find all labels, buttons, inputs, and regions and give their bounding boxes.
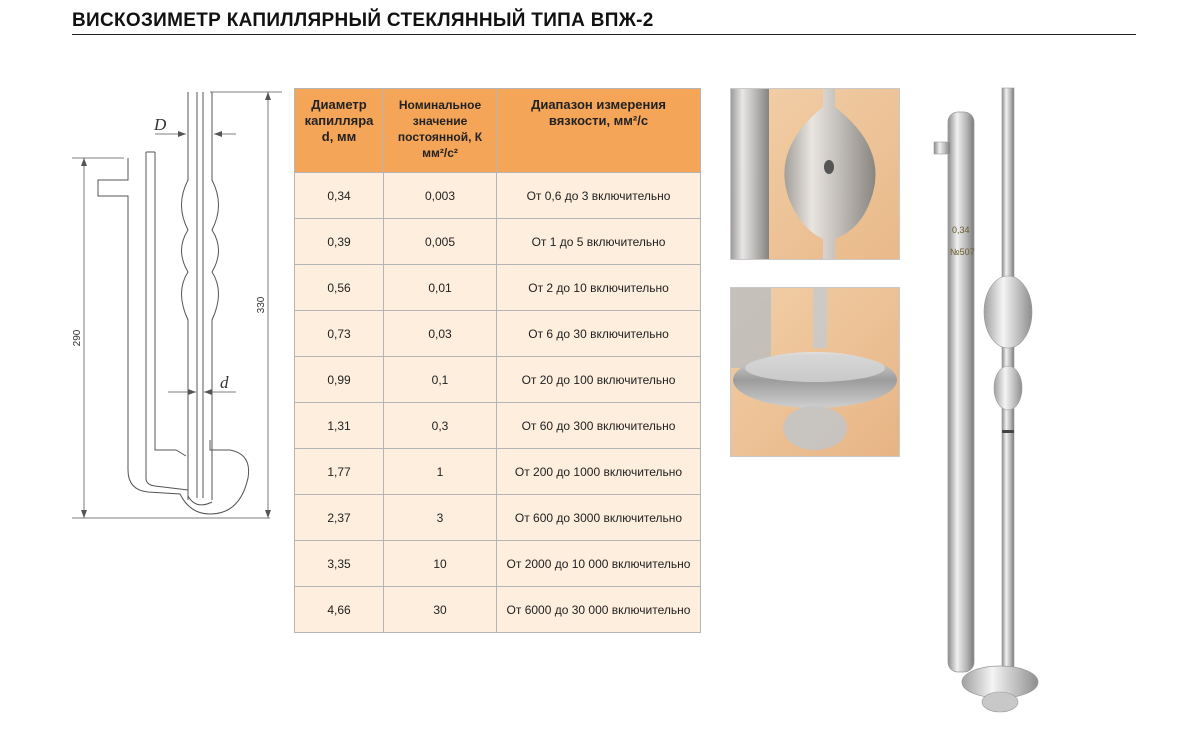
table-row xyxy=(295,587,701,633)
cell-range: От 200 до 1000 включительно xyxy=(497,449,701,495)
cell-diameter: 1,31 xyxy=(295,403,384,449)
table-header-row xyxy=(295,89,701,173)
table-row xyxy=(295,265,701,311)
cell-diameter: 0,99 xyxy=(295,357,384,403)
cell-diameter: 2,37 xyxy=(295,495,384,541)
cell-diameter: 0,39 xyxy=(295,219,384,265)
cell-range: От 1 до 5 включительно xyxy=(497,219,701,265)
cell-diameter: 3,35 xyxy=(295,541,384,587)
table-row xyxy=(295,219,701,265)
cell-range: От 600 до 3000 включительно xyxy=(497,495,701,541)
cell-range: От 20 до 100 включительно xyxy=(497,357,701,403)
cell-constant: 10 xyxy=(384,541,497,587)
table-row xyxy=(295,311,701,357)
table-row xyxy=(295,449,701,495)
cell-diameter: 1,77 xyxy=(295,449,384,495)
cell-constant: 3 xyxy=(384,495,497,541)
table-row xyxy=(295,495,701,541)
bulb-closeup-illustration xyxy=(731,89,899,259)
viscometer-photo xyxy=(920,86,1040,716)
cell-constant: 1 xyxy=(384,449,497,495)
cell-range: От 60 до 300 включительно xyxy=(497,403,701,449)
cell-constant: 0,003 xyxy=(384,173,497,219)
table-row xyxy=(295,173,701,219)
cell-constant: 0,01 xyxy=(384,265,497,311)
spec-table xyxy=(294,88,701,633)
cell-diameter: 4,66 xyxy=(295,587,384,633)
cell-constant: 0,005 xyxy=(384,219,497,265)
page-title: ВИСКОЗИМЕТР КАПИЛЛЯРНЫЙ СТЕКЛЯННЫЙ ТИПА ВПЖ-2 xyxy=(72,10,654,31)
viscometer-drawing xyxy=(60,80,290,530)
cell-range: От 2000 до 10 000 включительно xyxy=(497,541,701,587)
cell-constant: 30 xyxy=(384,587,497,633)
label-D: D xyxy=(154,115,167,134)
header-constant: Номинальное значение постоянной, К мм²/с² xyxy=(384,89,497,173)
cell-range: От 6 до 30 включительно xyxy=(497,311,701,357)
dimension-330: 330 xyxy=(256,296,267,314)
cell-range: От 6000 до 30 000 включительно xyxy=(497,587,701,633)
cell-range: От 2 до 10 включительно xyxy=(497,265,701,311)
cell-constant: 0,1 xyxy=(384,357,497,403)
header-diameter: Диаметр капилляра d, мм xyxy=(295,89,384,173)
cell-diameter: 0,73 xyxy=(295,311,384,357)
table-row xyxy=(295,541,701,587)
header-range: Диапазон измерения вязкости, мм²/с xyxy=(497,89,701,173)
cell-constant: 0,3 xyxy=(384,403,497,449)
table-row xyxy=(295,357,701,403)
cell-range: От 0,6 до 3 включительно xyxy=(497,173,701,219)
tube-marking-capillary: 0,34 xyxy=(952,225,970,235)
cell-constant: 0,03 xyxy=(384,311,497,357)
cell-diameter: 0,34 xyxy=(295,173,384,219)
base-closeup-illustration xyxy=(731,288,899,456)
label-d: d xyxy=(220,373,229,392)
photo-bulb-closeup xyxy=(730,88,900,260)
title-rule xyxy=(72,34,1136,35)
tube-marking-number: №507 xyxy=(950,247,975,257)
dimension-290: 290 xyxy=(72,329,83,347)
photo-base-closeup xyxy=(730,287,900,457)
table-row xyxy=(295,403,701,449)
cell-diameter: 0,56 xyxy=(295,265,384,311)
